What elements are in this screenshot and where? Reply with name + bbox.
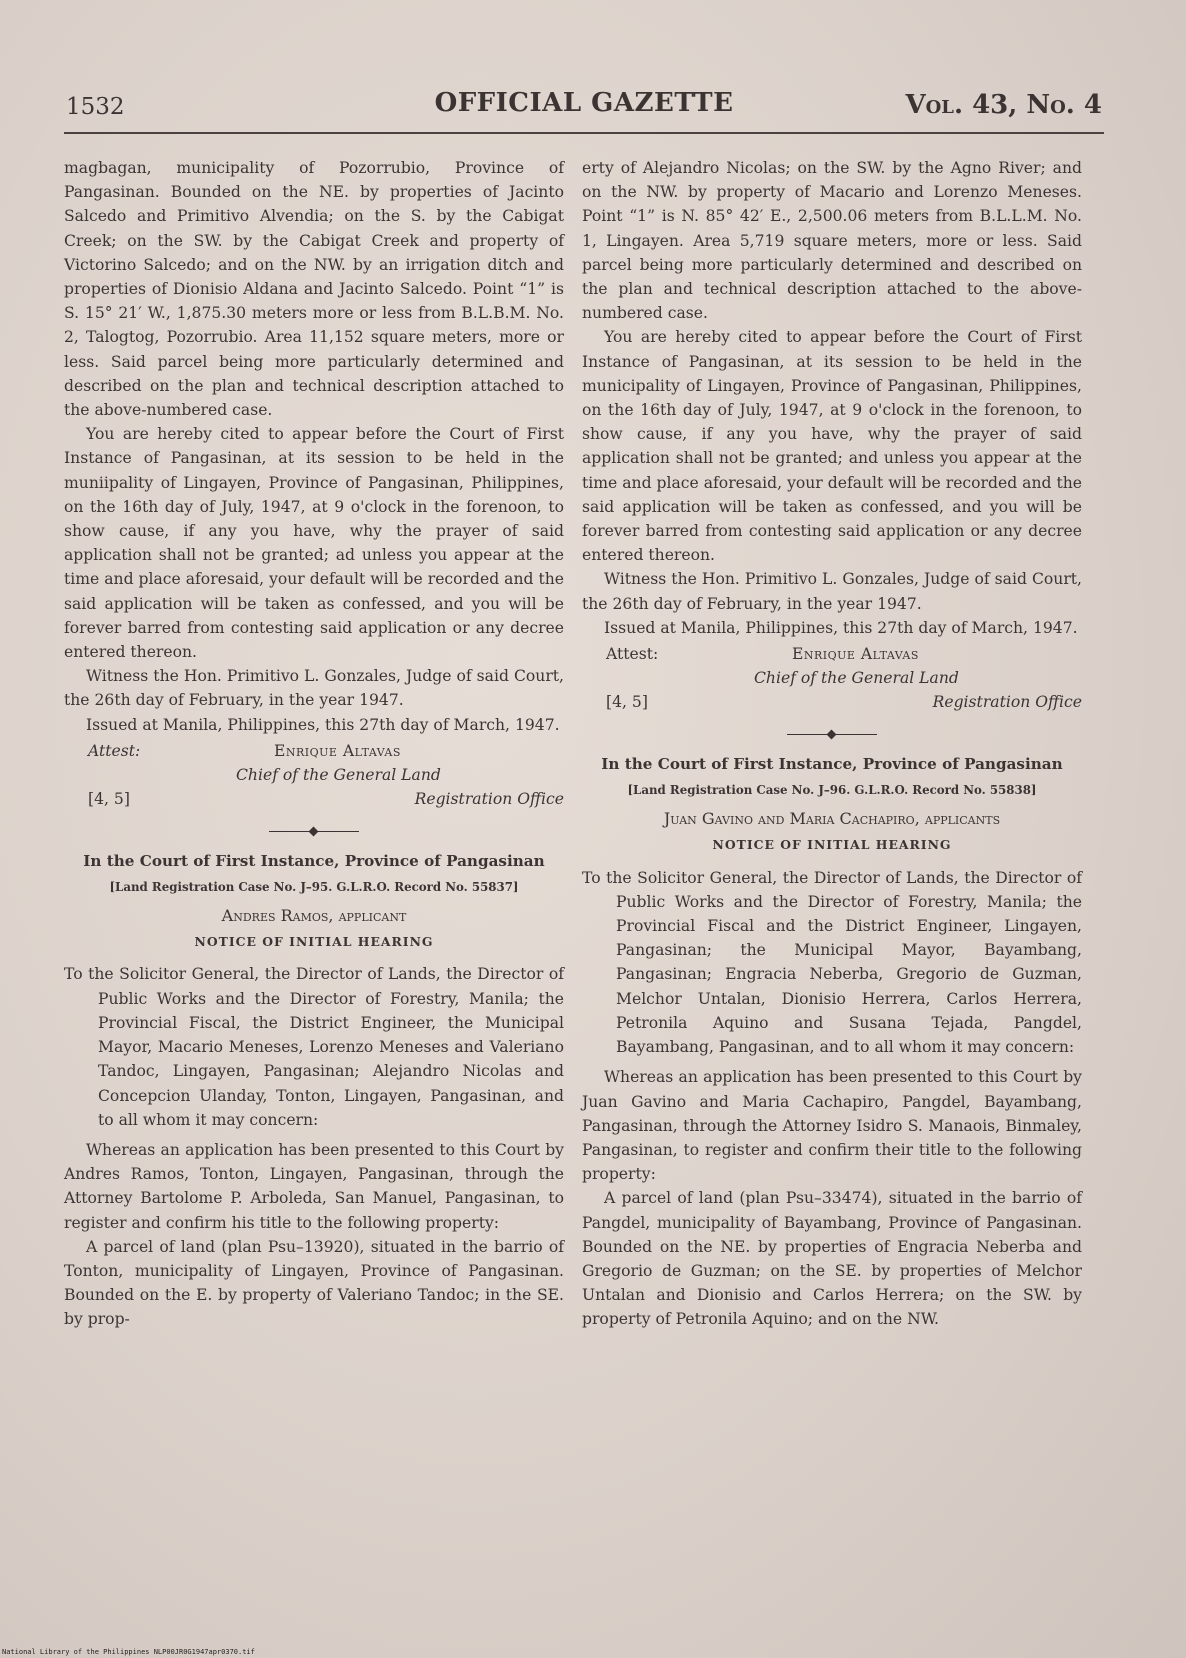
section-divider <box>787 728 877 742</box>
notice-heading: NOTICE OF INITIAL HEARING <box>712 837 952 853</box>
paragraph: Issued at Manila, Philippines, this 27th day of March, 1947. <box>604 618 1078 637</box>
page-header <box>66 88 1102 132</box>
signature-block <box>582 642 1082 720</box>
paragraph: erty of Alejandro Nicolas; on the SW. by the Agno River; and on the NW. by property of Macario and Lorenzo Meneses. Point “1” is N. 85° 42′ E., 2,500.06 meters from B.L.L.M. No. 1, Lingayen. Area 5,719 square meters, more or less. Said parcel being more particularly determined and described on the plan and technical description attached to the above-numbered case. <box>582 159 1082 323</box>
signatory-office: Registration Office <box>414 789 564 808</box>
attest-label: Attest: <box>88 741 141 760</box>
header-rule <box>64 132 1104 134</box>
court-heading: In the Court of First Instance, Province of Pangasinan <box>83 851 545 870</box>
signatory-office: Registration Office <box>932 693 1082 712</box>
signatory-name: Enrique Altavas <box>792 645 919 664</box>
notice-heading: NOTICE OF INITIAL HEARING <box>194 934 434 950</box>
signatory-title: Chief of the General Land <box>236 765 441 784</box>
paragraph: You are hereby cited to appear before the Court of First Instance of Pangasinan, at its session to be held in the muniipality of Lingayen, Province of Pangasinan, Philippines, on the 16th day of July, 1947, at 9 o'clock in the forenoon, to show cause, if any you have, why the prayer of said application shall not be granted; ad unless you appear at the time and place aforesaid, your default will be recorded and the said application will be taken as confessed, and you will be forever barred from contesting said application or any decree entered thereon. <box>64 425 564 662</box>
paragraph: You are hereby cited to appear before the Court of First Instance of Pangasinan, at its session to be held in the municipality of Lingayen, Province of Pangasinan, Philippines, on the 16th day of July, 1947, at 9 o'clock in the forenoon, to show cause, if any you have, why the prayer of said application shall not be granted; and unless you appear at the time and place aforesaid, your default will be recorded and the said application will be taken as confessed, and you will be forever barred from contesting said application or any decree entered thereon. <box>582 328 1082 565</box>
paragraph: A parcel of land (plan Psu–33474), situated in the barrio of Pangdel, municipality of Bayambang, Province of Pangasinan. Bounded on the NE. by properties of Engracia Neberba and Gregorio de Guzman; on the SE. by properties of Melchor Untalan and Dionisio and Carlos Herrera; on the SW. by property of Petronila Aquino; and on the NW. <box>582 1189 1082 1329</box>
signatory-title: Chief of the General Land <box>754 669 959 688</box>
left-column <box>64 156 564 1332</box>
paragraph: Whereas an application has been presented to this Court by Andres Ramos, Tonton, Lingayen, Pangasinan, through the Attorney Bartolome P. Arboleda, San Manuel, Pangasinan, to register and confirm his title to the following property: <box>64 1140 564 1232</box>
case-number: [Land Registration Case No. J–95. G.L.R.O. Record No. 55837] <box>109 880 519 895</box>
signature-block <box>64 739 564 817</box>
attest-label: Attest: <box>606 645 659 664</box>
addressees: To the Solicitor General, the Director of Lands, the Director of Public Works and the Director of Forestry, Manila; the Provincial Fiscal, the District Engineer, the Municipal Mayor, Macario Meneses, Lorenzo Meneses and Valeriano Tandoc, Lingayen, Pangasinan; Alejandro Nicolas and Concepcion Ulanday, Tonton, Lingayen, Pangasinan, and to all whom it may concern: <box>64 965 564 1129</box>
issue-reference: [4, 5] <box>606 693 648 712</box>
applicant-line: Andres Ramos, applicant <box>221 906 407 926</box>
paragraph: Witness the Hon. Primitivo L. Gonzales, Judge of said Court, the 26th day of February, in the year 1947. <box>582 570 1082 613</box>
section-divider <box>269 825 359 839</box>
diamond-ornament-icon <box>827 730 837 740</box>
paragraph: magbagan, municipality of Pozorrubio, Province of Pangasinan. Bounded on the NE. by properties of Jacinto Salcedo and Primitivo Alvendia; on the S. by the Cabigat Creek; on the SW. by the Cabigat Creek and property of Victorino Salcedo; and on the NW. by an irrigation ditch and properties of Dionisio Aldana and Jacinto Salcedo. Point “1” is S. 15° 21′ W., 1,875.30 meters more or less from B.L.B.M. No. 2, Talogtog, Pozorrubio. Area 11,152 square meters, more or less. Said parcel being more particularly determined and described on the plan and technical description attached to the above-numbered case. <box>64 159 564 420</box>
court-heading: In the Court of First Instance, Province of Pangasinan <box>601 755 1063 774</box>
publication-title: OFFICIAL GAZETTE <box>434 88 734 118</box>
right-column <box>582 156 1082 1332</box>
applicant-line: Juan Gavino and Maria Cachapiro, applicants <box>663 809 1001 829</box>
paragraph: Whereas an application has been presented to this Court by Juan Gavino and Maria Cachapiro, Pangdel, Bayambang, Pangasinan, through the Attorney Isidro S. Manaois, Binmaley, Pangasinan, to register and confirm their title to the following property: <box>582 1068 1082 1184</box>
paragraph: A parcel of land (plan Psu–13920), situated in the barrio of Tonton, municipality of Lingayen, Province of Pangasinan. Bounded on the E. by property of Valeriano Tandoc; in the SE. by prop- <box>64 1237 564 1329</box>
diamond-ornament-icon <box>309 826 319 836</box>
page-number: 1532 <box>66 94 125 120</box>
paragraph: Issued at Manila, Philippines, this 27th day of March, 1947. <box>86 715 560 734</box>
addressees: To the Solicitor General, the Director of Lands, the Director of Public Works and the Director of Forestry, Manila; the Provincial Fiscal and the District Engineer, Lingayen, Pangasinan; the Municipal Mayor, Bayambang, Pangasinan; Engracia Neberba, Gregorio de Guzman, Melchor Untalan, Dionisio Herrera, Carlos Herrera, Petronila Aquino and Susana Tejada, Pangdel, Bayambang, Pangasinan, and to all whom it may concern: <box>582 868 1082 1057</box>
signatory-name: Enrique Altavas <box>274 741 401 760</box>
paragraph: Witness the Hon. Primitivo L. Gonzales, Judge of said Court, the 26th day of February, in the year 1947. <box>64 667 564 710</box>
case-number: [Land Registration Case No. J–96. G.L.R.O. Record No. 55838] <box>627 783 1037 798</box>
scan-footer: National Library of the Philippines NLP00JR0G1947apr0370.tif <box>2 1648 255 1656</box>
volume-number: Vol. 43, No. 4 <box>905 90 1102 120</box>
issue-reference: [4, 5] <box>88 789 130 808</box>
